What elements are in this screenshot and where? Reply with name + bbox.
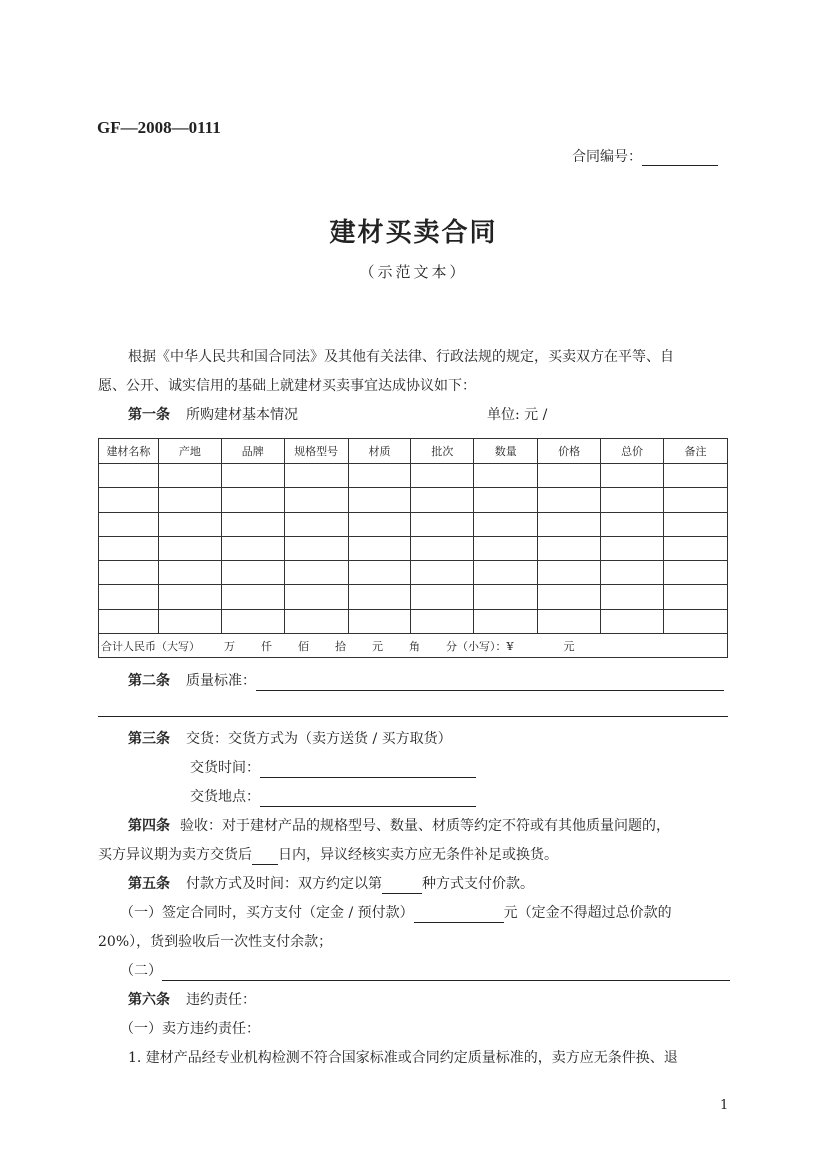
table-cell[interactable] bbox=[348, 488, 411, 512]
total-unit: 仟 bbox=[261, 639, 272, 653]
article-6-label: 第六条 bbox=[128, 992, 170, 1008]
article-2-label: 第二条 bbox=[128, 673, 170, 689]
column-header: 建材名称 bbox=[99, 439, 159, 464]
table-cell[interactable] bbox=[99, 609, 159, 633]
table-cell[interactable] bbox=[348, 609, 411, 633]
table-cell[interactable] bbox=[411, 609, 474, 633]
article-2-text: 质量标准： bbox=[186, 673, 256, 689]
table-cell[interactable] bbox=[474, 488, 538, 512]
table-cell[interactable] bbox=[221, 609, 284, 633]
article-4 bbox=[128, 816, 670, 836]
article-5-text-b: 种方式支付价款。 bbox=[422, 876, 534, 892]
table-cell[interactable] bbox=[221, 536, 284, 560]
table-cell[interactable] bbox=[601, 512, 664, 536]
table-cell[interactable] bbox=[538, 536, 601, 560]
payment-2 bbox=[120, 961, 730, 981]
article-1-text: 所购建材基本情况 bbox=[186, 407, 298, 423]
table-cell[interactable] bbox=[99, 512, 159, 536]
total-unit: 角 bbox=[409, 639, 420, 653]
table-cell[interactable] bbox=[221, 585, 284, 609]
table-cell[interactable] bbox=[411, 488, 474, 512]
contract-number-blank[interactable] bbox=[642, 149, 718, 166]
table-cell[interactable] bbox=[348, 464, 411, 488]
table-cell[interactable] bbox=[601, 488, 664, 512]
article-1-label: 第一条 bbox=[128, 407, 170, 423]
table-cell[interactable] bbox=[664, 488, 728, 512]
table-cell[interactable] bbox=[474, 585, 538, 609]
article-3-label: 第三条 bbox=[128, 731, 170, 747]
table-cell[interactable] bbox=[99, 585, 159, 609]
total-unit: 元 bbox=[563, 639, 575, 653]
liability-item-1: 1. 建材产品经专业机构检测不符合国家标准或合同约定质量标准的，卖方应无条件换、退 bbox=[128, 1050, 678, 1066]
column-header: 批次 bbox=[411, 439, 474, 464]
table-cell[interactable] bbox=[474, 536, 538, 560]
delivery-time-label: 交货时间： bbox=[190, 760, 260, 776]
article-6 bbox=[128, 990, 256, 1010]
column-header: 材质 bbox=[348, 439, 411, 464]
table-cell[interactable] bbox=[411, 512, 474, 536]
table-cell[interactable] bbox=[348, 585, 411, 609]
table-cell[interactable] bbox=[664, 561, 728, 585]
table-row bbox=[99, 464, 728, 488]
payment-1 bbox=[120, 903, 672, 923]
delivery-time-blank[interactable] bbox=[260, 761, 476, 778]
total-cell[interactable] bbox=[99, 634, 728, 658]
table-cell[interactable] bbox=[664, 609, 728, 633]
table-cell[interactable] bbox=[538, 585, 601, 609]
column-header: 品牌 bbox=[221, 439, 284, 464]
article-5-label: 第五条 bbox=[128, 876, 170, 892]
article-4-label: 第四条 bbox=[128, 818, 170, 834]
seller-liability: （一）卖方违约责任： bbox=[120, 1021, 260, 1037]
article-4-line-2 bbox=[98, 845, 558, 865]
objection-days-blank[interactable] bbox=[252, 848, 278, 865]
total-unit: 万 bbox=[224, 639, 235, 653]
table-cell[interactable] bbox=[664, 536, 728, 560]
table-cell[interactable] bbox=[538, 464, 601, 488]
page-subtitle: （示范文本） bbox=[359, 263, 468, 281]
total-unit: 元 bbox=[372, 639, 383, 653]
payment-1-text-b: 元（定金不得超过总价款的 bbox=[503, 905, 672, 921]
article-1-unit: 单位: 元 / bbox=[487, 407, 548, 423]
payment-2-blank[interactable] bbox=[162, 964, 730, 981]
column-header: 规格型号 bbox=[284, 439, 348, 464]
payment-method-blank[interactable] bbox=[382, 877, 422, 894]
table-cell[interactable] bbox=[664, 585, 728, 609]
page-title: 建材买卖合同 bbox=[329, 218, 498, 248]
table-cell[interactable] bbox=[221, 512, 284, 536]
delivery-place-label: 交货地点： bbox=[190, 789, 260, 805]
table-cell[interactable] bbox=[601, 464, 664, 488]
table-cell[interactable] bbox=[348, 561, 411, 585]
table-cell[interactable] bbox=[601, 561, 664, 585]
table-cell[interactable] bbox=[284, 561, 348, 585]
table-cell[interactable] bbox=[474, 561, 538, 585]
table-cell[interactable] bbox=[221, 488, 284, 512]
table-cell[interactable] bbox=[538, 512, 601, 536]
table-row bbox=[99, 609, 728, 633]
goods-table bbox=[98, 438, 728, 658]
intro-line-2: 愿、公开、诚实信用的基础上就建材买卖事宜达成协议如下： bbox=[98, 378, 476, 394]
table-cell[interactable] bbox=[348, 512, 411, 536]
table-cell[interactable] bbox=[411, 585, 474, 609]
table-cell[interactable] bbox=[99, 464, 159, 488]
delivery-place-blank[interactable] bbox=[260, 790, 476, 807]
article-3-text: 交货：交货方式为（卖方送货 / 买方取货） bbox=[186, 731, 452, 747]
table-cell[interactable] bbox=[158, 512, 221, 536]
contract-number bbox=[572, 146, 718, 166]
article-3 bbox=[128, 729, 452, 749]
article-4-text: 验收：对于建材产品的规格型号、数量、材质等约定不符或有其他质量问题的， bbox=[180, 818, 670, 834]
table-cell[interactable] bbox=[601, 609, 664, 633]
table-row bbox=[99, 488, 728, 512]
column-header: 总价 bbox=[601, 439, 664, 464]
payment-1-line-2: 20%），货到验收后一次性支付余款； bbox=[98, 934, 333, 950]
table-cell[interactable] bbox=[158, 609, 221, 633]
table-cell[interactable] bbox=[158, 585, 221, 609]
page-number: 1 bbox=[720, 1098, 729, 1113]
table-cell[interactable] bbox=[284, 585, 348, 609]
column-header: 备注 bbox=[664, 439, 728, 464]
intro-line-1: 根据《中华人民共和国合同法》及其他有关法律、行政法规的规定，买卖双方在平等、自 bbox=[128, 349, 674, 365]
table-cell[interactable] bbox=[538, 488, 601, 512]
quality-standard-blank[interactable] bbox=[256, 674, 724, 691]
table-cell[interactable] bbox=[158, 536, 221, 560]
table-cell[interactable] bbox=[411, 536, 474, 560]
table-cell[interactable] bbox=[284, 464, 348, 488]
document-code: GF—2008—0111 bbox=[97, 118, 221, 137]
contract-number-label: 合同编号： bbox=[572, 149, 642, 165]
table-cell[interactable] bbox=[284, 488, 348, 512]
article-1 bbox=[128, 405, 298, 425]
column-header: 价格 bbox=[538, 439, 601, 464]
table-cell[interactable] bbox=[284, 609, 348, 633]
total-unit: 佰 bbox=[298, 639, 309, 653]
column-header: 产地 bbox=[158, 439, 221, 464]
table-header-row bbox=[99, 439, 728, 464]
total-unit: 拾 bbox=[335, 639, 346, 653]
column-header: 数量 bbox=[474, 439, 538, 464]
table-row bbox=[99, 536, 728, 560]
delivery-time bbox=[190, 758, 476, 778]
total-unit: 分（小写）：¥ bbox=[446, 639, 514, 653]
article-5-text-a: 付款方式及时间：双方约定以第 bbox=[186, 876, 382, 892]
table-cell[interactable] bbox=[474, 464, 538, 488]
table-cell[interactable] bbox=[664, 512, 728, 536]
table-cell[interactable] bbox=[221, 561, 284, 585]
article-5 bbox=[128, 874, 534, 894]
table-cell[interactable] bbox=[221, 464, 284, 488]
table-row bbox=[99, 585, 728, 609]
table-cell[interactable] bbox=[99, 561, 159, 585]
table-cell[interactable] bbox=[158, 561, 221, 585]
table-cell[interactable] bbox=[601, 585, 664, 609]
table-cell[interactable] bbox=[411, 561, 474, 585]
table-cell[interactable] bbox=[538, 609, 601, 633]
table-cell[interactable] bbox=[474, 512, 538, 536]
payment-2-label: （二） bbox=[120, 963, 162, 979]
table-cell[interactable] bbox=[99, 536, 159, 560]
payment-1-text-a: （一）签定合同时，买方支付（定金 / 预付款） bbox=[120, 905, 414, 921]
article-4-text-a: 买方异议期为卖方交货后 bbox=[98, 847, 252, 863]
total-row bbox=[99, 634, 728, 658]
table-cell[interactable] bbox=[601, 536, 664, 560]
table-cell[interactable] bbox=[411, 464, 474, 488]
table-cell[interactable] bbox=[664, 464, 728, 488]
table-cell[interactable] bbox=[284, 536, 348, 560]
table-cell[interactable] bbox=[158, 464, 221, 488]
article-4-text-b: 日内，异议经核实卖方应无条件补足或换货。 bbox=[278, 847, 558, 863]
table-row bbox=[99, 561, 728, 585]
table-cell[interactable] bbox=[348, 536, 411, 560]
table-cell[interactable] bbox=[538, 561, 601, 585]
table-cell[interactable] bbox=[474, 609, 538, 633]
table-cell[interactable] bbox=[284, 512, 348, 536]
quality-standard-blank-2[interactable] bbox=[98, 716, 728, 717]
table-cell[interactable] bbox=[158, 488, 221, 512]
table-row bbox=[99, 512, 728, 536]
delivery-place bbox=[190, 787, 476, 807]
total-prefix: 合计人民币（大写） bbox=[101, 639, 200, 653]
article-2 bbox=[128, 671, 724, 691]
payment-amount-blank[interactable] bbox=[414, 906, 504, 923]
article-6-text: 违约责任： bbox=[186, 992, 256, 1008]
table-cell[interactable] bbox=[99, 488, 159, 512]
